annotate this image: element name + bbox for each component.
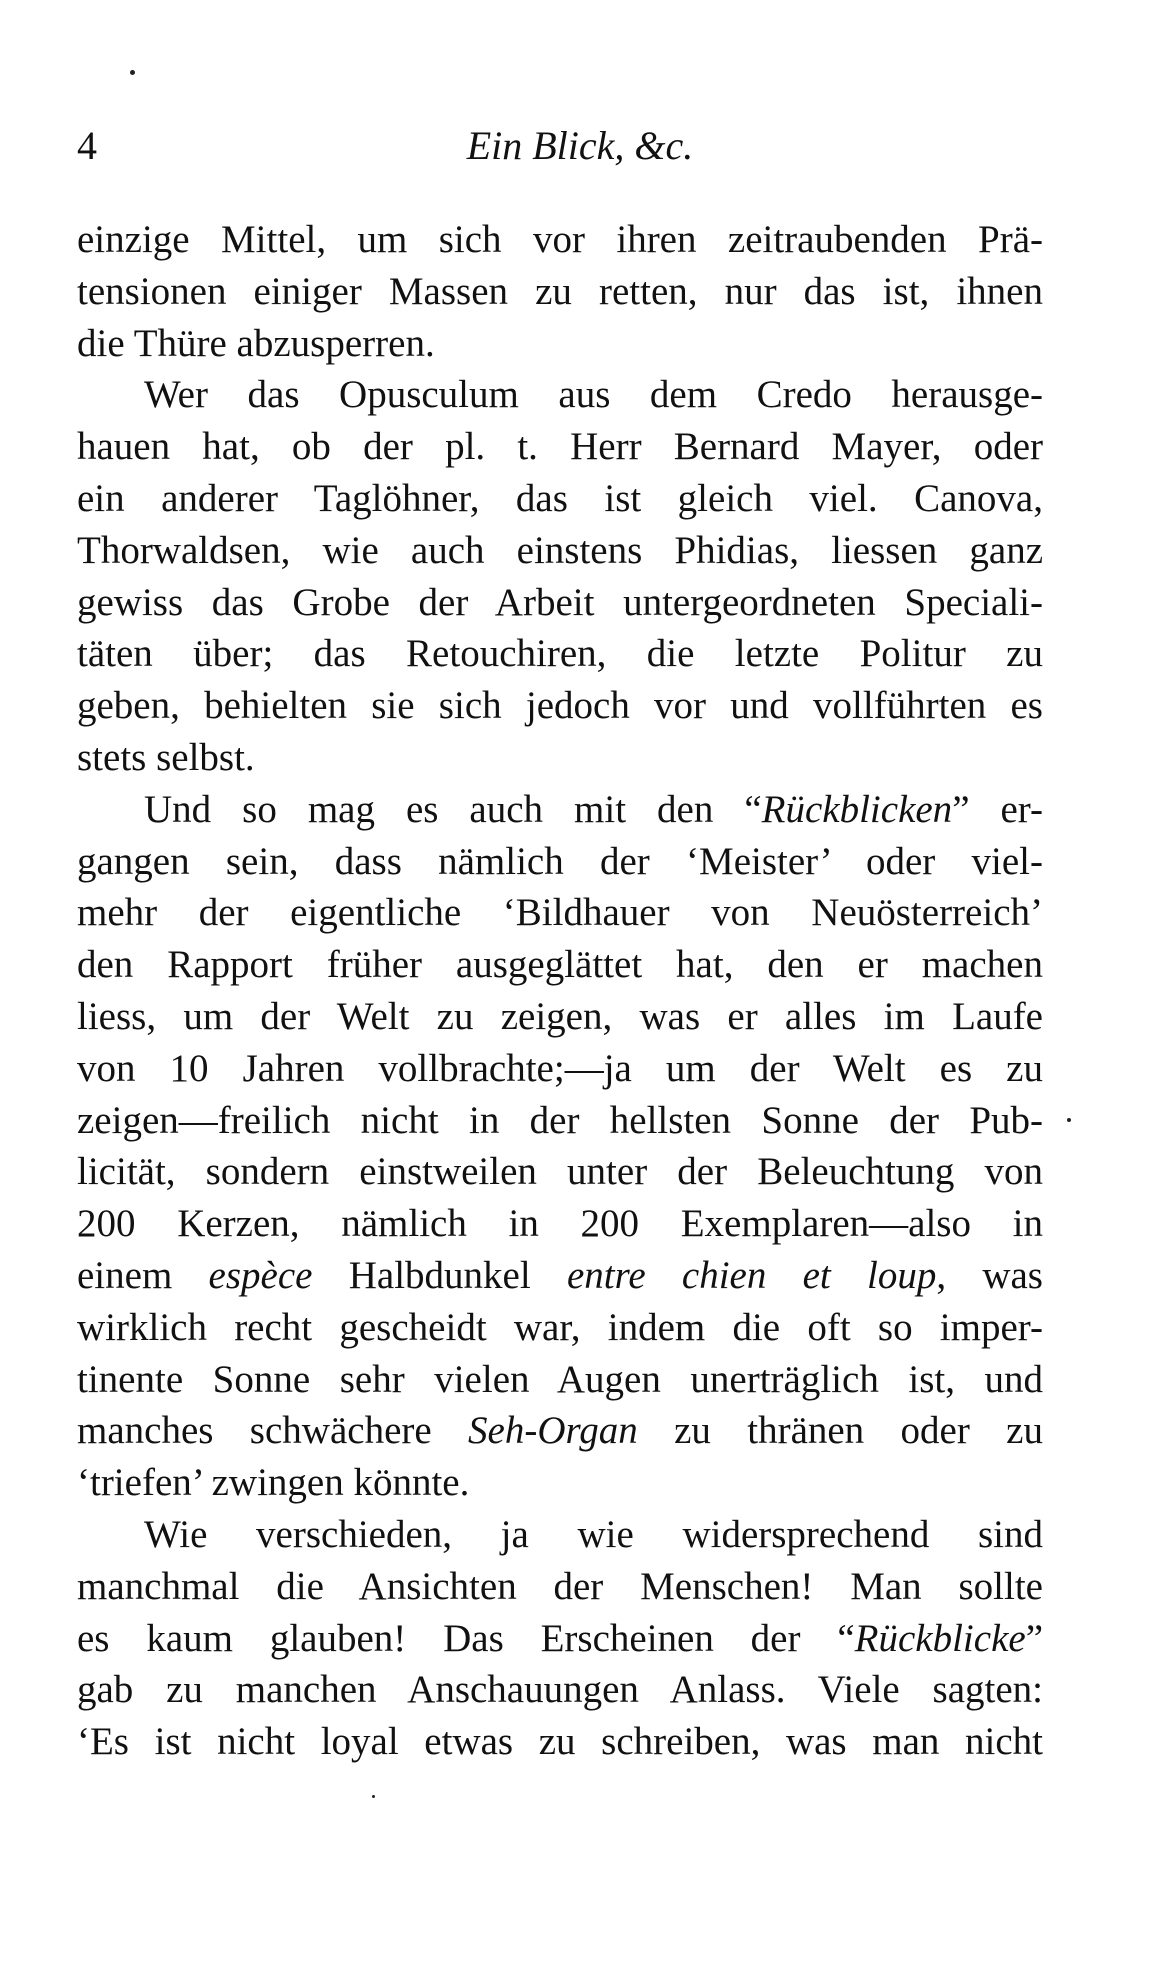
- text-line: gangen sein, dass nämlich der ‘Meister’ oder viel-: [77, 839, 1043, 883]
- text-line: hauen hat, ob der pl. t. Herr Bernard Mayer, oder: [77, 425, 1043, 469]
- ink-speck: [130, 70, 135, 75]
- text-line: Wer das Opusculum aus dem Credo herausge-: [144, 373, 1043, 417]
- text-line: tinente Sonne sehr vielen Augen unerträglich ist, und: [77, 1357, 1043, 1401]
- italic-text: Rückblicken: [761, 787, 953, 831]
- ink-speck: [372, 1795, 375, 1798]
- text-line: 200 Kerzen, nämlich in 200 Exemplaren—also in: [77, 1202, 1043, 1246]
- text-line: geben, behielten sie sich jedoch vor und vollführten es: [77, 684, 1043, 728]
- ink-speck: [1067, 1118, 1071, 1122]
- text-line: wirklich recht gescheidt war, indem die oft so imper-: [77, 1305, 1043, 1349]
- text-line: gewiss das Grobe der Arbeit untergeordneten Speciali-: [77, 580, 1043, 624]
- text-line: mehr der eigentliche ‘Bildhauer von Neuösterreich’: [77, 891, 1043, 935]
- italic-text: Seh-Organ: [468, 1409, 638, 1453]
- text-line: von 10 Jahren vollbrachte;—ja um der Welt es zu: [77, 1046, 1043, 1090]
- text-line: einem espèce Halbdunkel entre chien et loup, was: [77, 1253, 1043, 1297]
- text-line: stets selbst.: [77, 735, 255, 779]
- text-line: den Rapport früher ausgeglättet hat, den er machen: [77, 943, 1043, 987]
- text-line: tensionen einiger Massen zu retten, nur das ist, ihnen: [77, 269, 1043, 313]
- text-line: manchmal die Ansichten der Menschen! Man sollte: [77, 1564, 1043, 1608]
- page-number: 4: [77, 123, 97, 168]
- italic-text: entre chien et loup: [566, 1253, 937, 1297]
- text-line: täten über; das Retouchiren, die letzte Politur zu: [77, 632, 1043, 676]
- text-line: ein anderer Taglöhner, das ist gleich viel. Canova,: [77, 476, 1043, 520]
- text-line: ‘Es ist nicht loyal etwas zu schreiben, was man nicht: [77, 1720, 1043, 1764]
- text-line: gab zu manchen Anschauungen Anlass. Viele sagten:: [77, 1668, 1043, 1712]
- text-line: es kaum glauben! Das Erscheinen der “Rückblicke”: [77, 1616, 1043, 1660]
- text-line: Und so mag es auch mit den “Rückblicken” er-: [144, 787, 1043, 831]
- text-line: Thorwaldsen, wie auch einstens Phidias, liessen ganz: [77, 528, 1043, 572]
- text-line: die Thüre abzusperren.: [77, 321, 435, 365]
- italic-text: Rückblicke: [854, 1616, 1026, 1660]
- text-line: licität, sondern einstweilen unter der Beleuchtung von: [77, 1150, 1043, 1194]
- text-line: Wie verschieden, ja wie widersprechend sind: [144, 1512, 1043, 1556]
- running-head: Ein Blick, &c.: [466, 123, 694, 168]
- text-line: liess, um der Welt zu zeigen, was er alles im Laufe: [77, 994, 1043, 1038]
- body-text: [77, 214, 1043, 1768]
- text-line: einzige Mittel, um sich vor ihren zeitraubenden Prä-: [77, 218, 1043, 261]
- text-line: manches schwächere Seh-Organ zu thränen oder zu: [77, 1409, 1043, 1453]
- text-line: zeigen—freilich nicht in der hellsten Sonne der Pub-: [77, 1098, 1043, 1142]
- text-line: ‘triefen’ zwingen könnte.: [77, 1461, 470, 1505]
- page-header: [77, 120, 1043, 180]
- italic-text: espèce: [208, 1253, 313, 1297]
